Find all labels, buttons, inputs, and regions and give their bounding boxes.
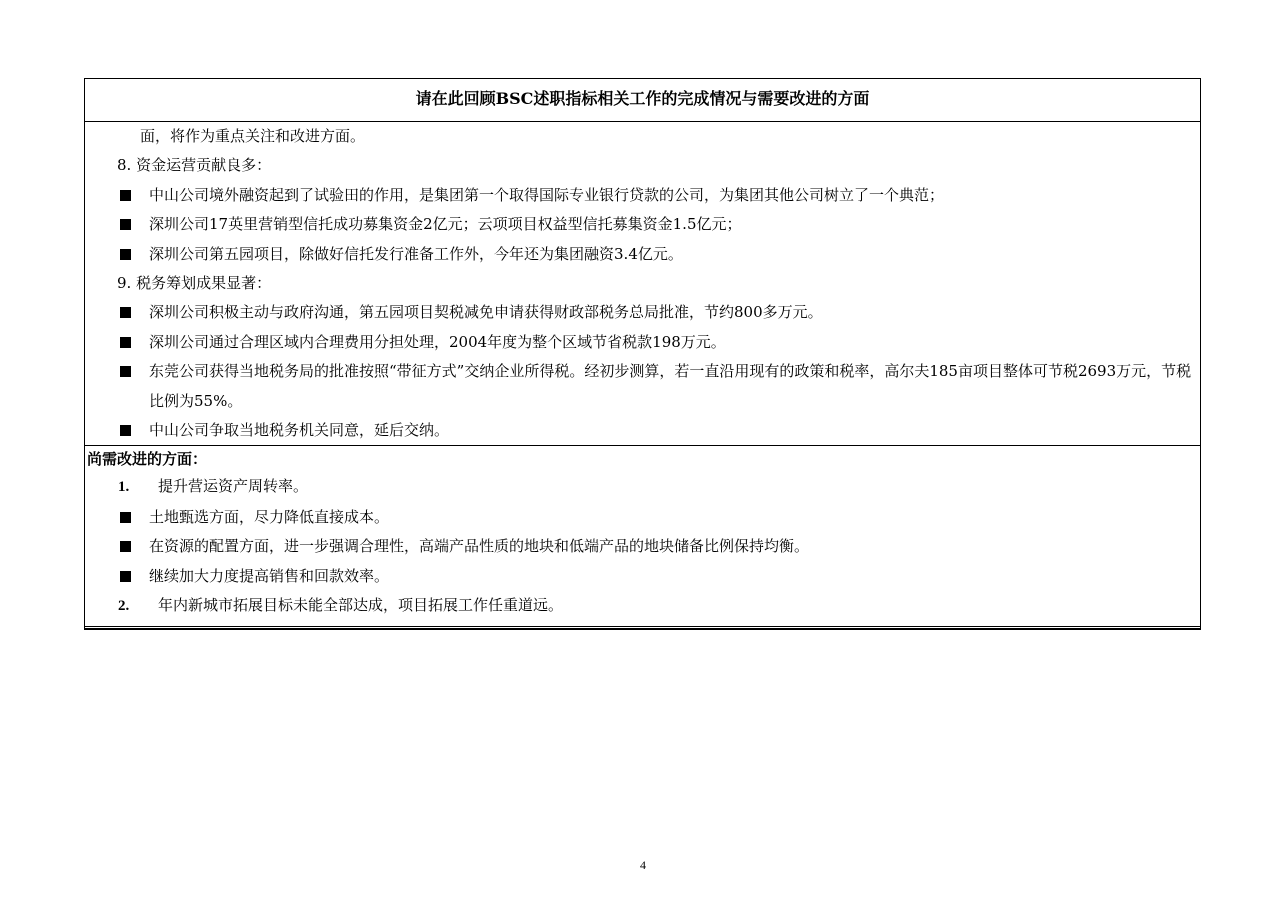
improvements-section: [85, 446, 1200, 628]
square-bullet-icon: [120, 366, 131, 377]
list-item: 深圳公司积极主动与政府沟通，第五园项目契税减免申请获得财政部税务总局批准，节约800多万元。: [85, 298, 1200, 327]
improvements-heading: 尚需改进的方面：: [87, 450, 208, 469]
square-bullet-icon: [120, 219, 131, 230]
square-bullet-icon: [120, 512, 131, 523]
square-bullet-icon: [120, 571, 131, 582]
square-bullet-icon: [120, 337, 131, 348]
list-item: 东莞公司获得当地税务局的批准按照“带征方式”交纳企业所得税。经初步测算，若一直沿用现有的政策和税率，高尔夫185亩项目整体可节税2693万元，节税比例为55%。: [85, 357, 1200, 416]
square-bullet-icon: [120, 190, 131, 201]
item-9-heading: 9. 税务筹划成果显著：: [117, 274, 272, 293]
achievements-section: [85, 122, 1200, 446]
continuation-text: 面，将作为重点关注和改进方面。: [140, 127, 366, 145]
table-title: 请在此回顾BSC述职指标相关工作的完成情况与需要改进的方面: [85, 79, 1200, 122]
square-bullet-icon: [120, 425, 131, 436]
item-number: 2.: [118, 598, 130, 615]
review-table: [84, 78, 1201, 630]
square-bullet-icon: [120, 541, 131, 552]
list-item: 1. 提升营运资产周转率。: [85, 472, 1200, 502]
list-item: 继续加大力度提高销售和回款效率。: [85, 562, 1200, 591]
square-bullet-icon: [120, 249, 131, 260]
list-item: 土地甄选方面，尽力降低直接成本。: [85, 503, 1200, 532]
list-item: 深圳公司第五园项目，除做好信托发行准备工作外，今年还为集团融资3.4亿元。: [85, 240, 1200, 269]
item-8-heading: 8. 资金运营贡献良多：: [117, 156, 272, 175]
item-number: 1.: [118, 479, 130, 496]
list-item: 中山公司境外融资起到了试验田的作用，是集团第一个取得国际专业银行贷款的公司，为集团其他公司树立了一个典范；: [85, 181, 1200, 210]
list-item: 深圳公司17英里营销型信托成功募集资金2亿元；云项项目权益型信托募集资金1.5亿元；: [85, 210, 1200, 239]
list-item: 中山公司争取当地税务机关同意，延后交纳。: [85, 416, 1200, 445]
list-item: 2. 年内新城市拓展目标未能全部达成，项目拓展工作任重道远。: [85, 591, 1200, 621]
page-number: 4: [640, 858, 646, 872]
list-item: 深圳公司通过合理区域内合理费用分担处理，2004年度为整个区域节省税款198万元。: [85, 328, 1200, 357]
list-item: 在资源的配置方面，进一步强调合理性，高端产品性质的地块和低端产品的地块储备比例保持均衡。: [85, 532, 1200, 561]
square-bullet-icon: [120, 307, 131, 318]
